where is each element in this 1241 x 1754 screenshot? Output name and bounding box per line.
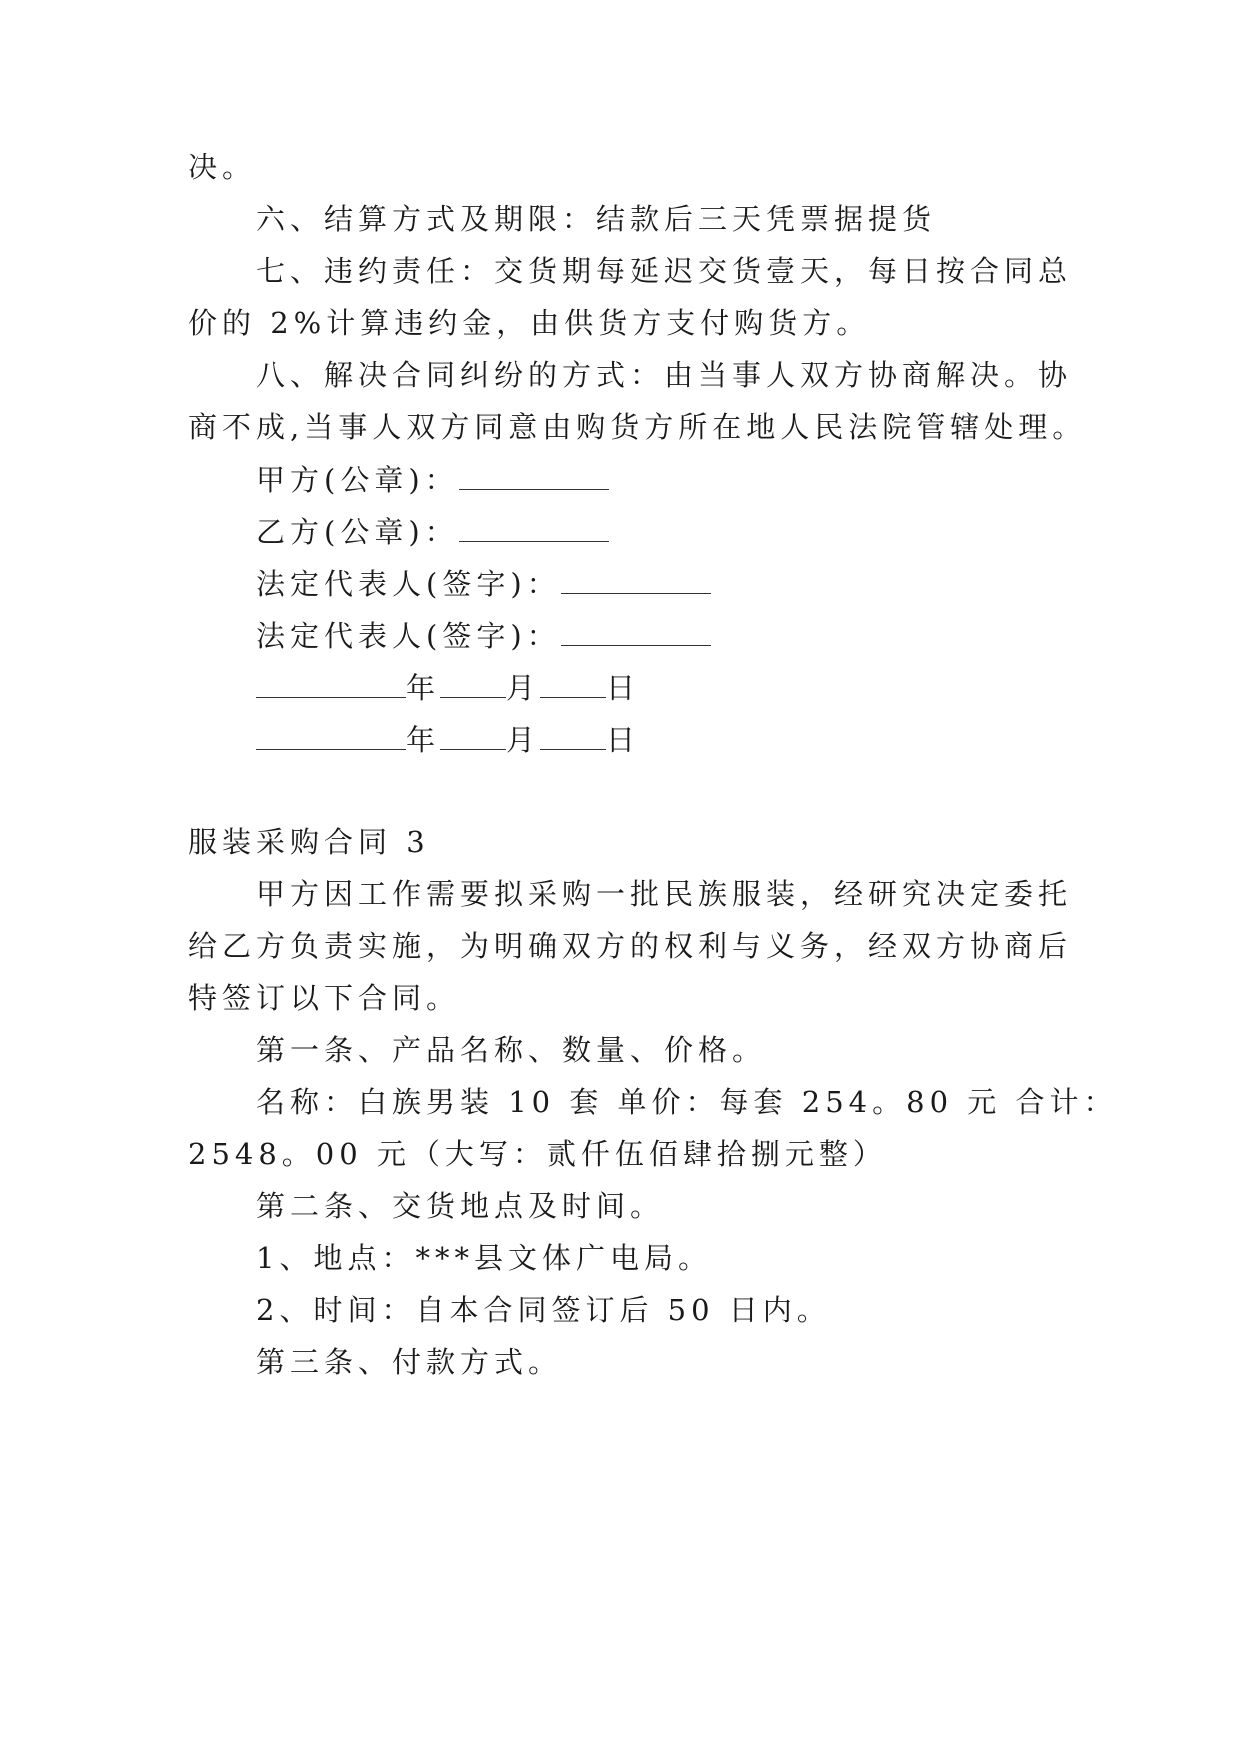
month-blank <box>440 671 506 698</box>
paragraph-line: 给乙方负责实施，为明确双方的权利与义务，经双方协商后 <box>188 929 1073 963</box>
day-label: 日 <box>606 671 641 705</box>
year-label: 年 <box>406 723 441 757</box>
article-3-heading: 第三条、付款方式。 <box>256 1345 563 1379</box>
clause-dispute: 八、解决合同纠纷的方式：由当事人双方协商解决。协 <box>256 358 1073 392</box>
clause-liability: 七、违约责任：交货期每延迟交货壹天，每日按合同总 <box>256 254 1073 288</box>
month-label: 月 <box>506 671 541 705</box>
paragraph-line: 价的 2%计算违约金，由供货方支付购货方。 <box>188 306 871 340</box>
delivery-time: 2、时间：自本合同签订后 50 日内。 <box>256 1293 831 1327</box>
paragraph-line: 商不成,当事人双方同意由购货方所在地人民法院管辖处理。 <box>188 410 1087 444</box>
year-blank <box>256 723 406 750</box>
year-label: 年 <box>406 671 441 705</box>
product-line: 名称：白族男装 10 套 单价：每套 254。80 元 合计： <box>256 1085 1118 1119</box>
article-2-heading: 第二条、交货地点及时间。 <box>256 1189 665 1223</box>
rep-a-label: 法定代表人(签字)： <box>256 567 561 601</box>
clause-settlement: 六、结算方式及期限：结款后三天凭票据提货 <box>256 202 937 236</box>
date-line-2 <box>256 720 640 760</box>
paragraph-line: 特签订以下合同。 <box>188 981 461 1015</box>
day-label: 日 <box>606 723 641 757</box>
signature-party-a <box>256 460 609 500</box>
month-blank <box>440 723 506 750</box>
signature-party-b <box>256 512 609 552</box>
year-blank <box>256 671 406 698</box>
paragraph-line: 决。 <box>188 150 257 184</box>
signature-blank <box>561 567 711 594</box>
total-line: 2548。00 元（大写：贰仟伍佰肆拾捌元整） <box>188 1137 887 1171</box>
rep-b-label: 法定代表人(签字)： <box>256 619 561 653</box>
signature-rep-b <box>256 616 711 656</box>
delivery-location: 1、地点：***县文体广电局。 <box>256 1241 712 1275</box>
signature-blank <box>459 515 609 542</box>
article-1-heading: 第一条、产品名称、数量、价格。 <box>256 1033 767 1067</box>
month-label: 月 <box>506 723 541 757</box>
day-blank <box>540 723 606 750</box>
signature-blank <box>561 619 711 646</box>
day-blank <box>540 671 606 698</box>
party-b-label: 乙方(公章)： <box>256 515 459 549</box>
section-heading: 服装采购合同 3 <box>188 825 430 859</box>
signature-rep-a <box>256 564 711 604</box>
party-a-label: 甲方(公章)： <box>256 463 459 497</box>
date-line-1 <box>256 668 640 708</box>
paragraph-line: 甲方因工作需要拟采购一批民族服装，经研究决定委托 <box>256 877 1073 911</box>
signature-blank <box>459 463 609 490</box>
